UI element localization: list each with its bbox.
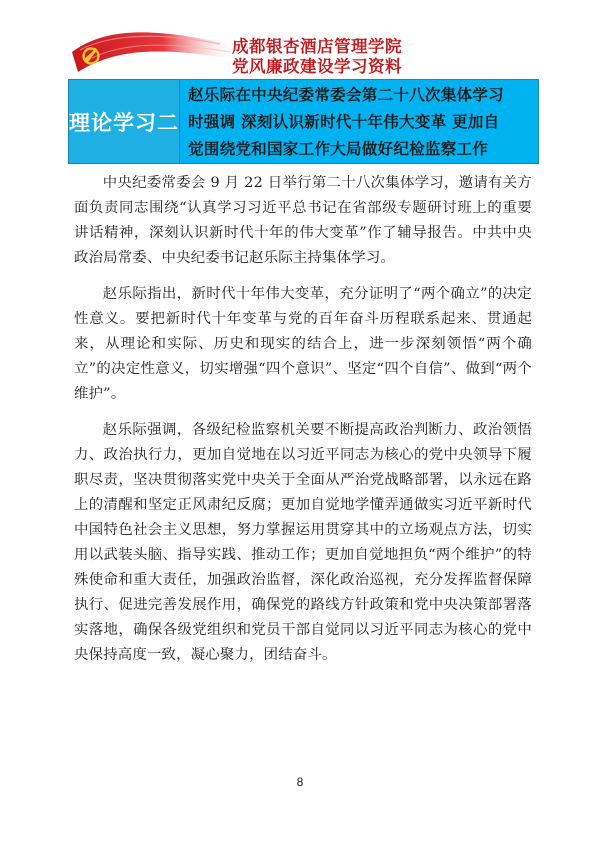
body-paragraph: 中央纪委常委会 9 月 22 日举行第二十八次集体学习，邀请有关方面负责同志围绕“认真学习习近平总书记在省部级专题研讨班上的重要讲话精神，深刻认识新时代十年的伟大变革”作了辅导报告。中共中央政治局常委、中央纪委书记赵乐际主持集体学习。 xyxy=(74,175,532,266)
body-paragraph: 赵乐际强调，各级纪检监察机关要不断提高政治判断力、政治领悟力、政治执行力，更加自觉地在以习近平同志为核心的党中央领导下履职尽责，坚决贯彻落实党中央关于全面从严治党战略部署，以永远在路上的清醒和坚定正风肃纪反腐；更加自觉地学懂弄通做实习近平新时代中国特色社会主义思想，努力掌握运用贯穿其中的立场观点方法，切实用以武装头脑、指导实践、推动工作；更加自觉地担负“两个维护”的特殊使命和重大责任，加强政治监督，深化政治巡视，充分发挥监督保障执行、促进完善发展作用，确保党的路线方针政策和党中央决策部署落实落地，确保各级党组织和党员干部自觉同以习近平同志为核心的党中央保持高度一致，凝心聚力，团结奋斗。 xyxy=(74,422,532,663)
section-label: 理论学习二 xyxy=(68,79,180,164)
party-emblem-flag-icon xyxy=(70,22,240,76)
page-header xyxy=(0,0,600,80)
header-title-line1: 成都银杏酒店管理学院 xyxy=(232,37,402,56)
article-title xyxy=(180,79,539,164)
article-body xyxy=(74,171,532,679)
page-number: 8 xyxy=(296,775,304,789)
article-title-line: 赵乐际在中央纪委常委会第二十八次集体学习 xyxy=(188,86,504,104)
article-title-line: 觉围绕党和国家工作大局做好纪检监察工作 xyxy=(188,140,489,158)
body-paragraph: 赵乐际指出，新时代十年伟大变革，充分证明了“两个确立”的决定性意义。要把新时代十年变革与党的百年奋斗历程联系起来、贯通起来，从理论和实际、历史和现实的结合上，进一步深刻领悟“两个确立”的决定性意义，切实增强“四个意识”、坚定“四个自信”、做到“两个维护”。 xyxy=(74,286,532,402)
header-title-line2: 党风廉政建设学习资料 xyxy=(232,57,402,76)
article-banner xyxy=(68,79,539,164)
article-title-line: 时强调 深刻认识新时代十年伟大变革 更加自 xyxy=(188,113,500,131)
header-title xyxy=(232,37,402,77)
